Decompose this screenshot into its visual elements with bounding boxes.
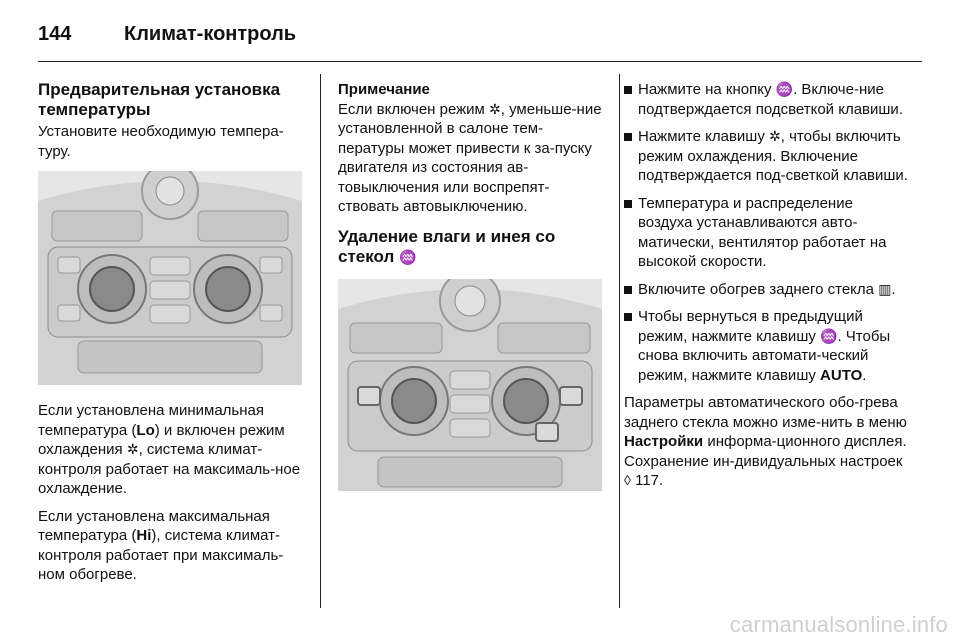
left-column: [38, 80, 306, 593]
column-divider: [619, 74, 620, 608]
page-reference[interactable]: 117.: [635, 472, 664, 489]
climate-panel-figure: [38, 171, 302, 385]
note-text: Если включен режим ✲, уменьше-ние установленной в салоне тем-пературы может привести к за-пуску двигателя из состояния ав-товыключения или воспрепят-ствовать автовыключению.: [338, 100, 602, 215]
section-heading: Удаление влаги и инея со стекол ♒: [338, 226, 556, 266]
paragraph: Если установлена максимальная температура (Hi), система климат-контроля работает при максималь-ном обогреве.: [38, 507, 284, 583]
list-item: Температура и распределение воздуха устанавливаются авто-матически, вентилятор работает на высокой скорости.: [624, 194, 908, 272]
list-item: Нажмите на кнопку ♒. Включе-ние подтверждается подсветкой клавиши.: [624, 80, 908, 119]
header-divider: [38, 61, 922, 62]
snowflake-icon: ✲: [769, 128, 781, 144]
note-title: Примечание: [338, 81, 430, 98]
list-item: Включите обогрев заднего стекла ▥.: [624, 280, 908, 300]
right-column: [624, 80, 908, 499]
page-title: Климат-контроль: [124, 22, 297, 45]
paragraph: Если установлена минимальная температура (Lo) и включен режим охлаждения ✲, система климат-контроля работает на максималь-ное охлаждение.: [38, 402, 301, 497]
list-item: Чтобы вернуться в предыдущий режим, нажмите клавишу ♒. Чтобы снова включить автомати-ческий режим, нажмите клавишу AUTO.: [624, 307, 908, 385]
intro-text: Установите необходимую темпера-туру.: [38, 123, 284, 160]
snowflake-icon: ✲: [489, 100, 501, 117]
section-heading: Предварительная установка температуры: [38, 80, 281, 119]
windshield-defrost-icon: ♒: [399, 248, 417, 265]
page-header: [38, 14, 296, 54]
paragraph: Параметры автоматического обо-грева заднего стекла можно изме-нить в меню Настройки информа-ционного дисплея. Сохранение ин-дивидуальных настроек ◊ 117.: [624, 394, 907, 489]
rear-window-heat-icon: ▥: [878, 280, 892, 297]
instruction-list: [624, 80, 908, 385]
windshield-defrost-icon: ♒: [775, 81, 794, 97]
middle-column: [338, 80, 606, 491]
column-divider: [320, 74, 321, 608]
list-item: Нажмите клавишу ✲, чтобы включить режим охлаждения. Включение подтверждается под-светкой клавиши.: [624, 127, 908, 186]
watermark: carmanualsonline.info: [729, 612, 948, 637]
windshield-defrost-icon: ♒: [820, 327, 838, 344]
climate-panel-figure: [338, 279, 602, 491]
snowflake-icon: ✲: [126, 441, 139, 457]
page-number: 144: [38, 22, 72, 45]
page-reference-arrow-icon: ◊: [624, 472, 631, 488]
